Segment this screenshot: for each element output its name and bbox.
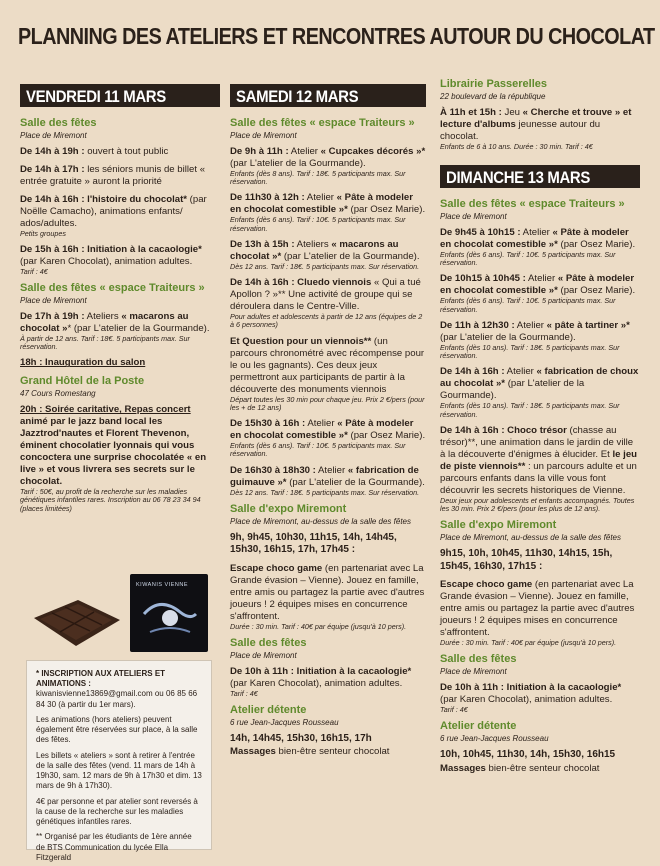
event: De 9h45 à 10h15 : Atelier « Pâte à modeler en chocolat comestible »* (par Osez Marie). Enfants (dès 6 ans). Tarif : 10€. 5 participants max. Sur réservation.	[440, 226, 636, 267]
event: De 14h à 19h : ouvert à tout public	[20, 145, 169, 157]
event: De 14h à 17h : les séniors munis de billet « entrée gratuite » auront la priorité	[20, 163, 206, 187]
venue-title: Salle des fêtes « espace Traiteurs »	[440, 197, 625, 210]
event: De 14h à 16h : Cluedo viennois « Qui a tué Apollon ? »** Une activité de groupe qui se déroulera dans le Centre-Ville. Pour adultes et adolescents à partir de 12 ans (équipes de 2 à 6 personnes)	[230, 277, 423, 330]
event: De 16h30 à 18h30 : Atelier « fabrication de guimauve »* (par L'atelier de la Gourmande). Dès 12 ans. Tarif : 18€. 5 participants max. Sur réservation.	[230, 464, 425, 497]
day-label: DIMANCHE 13 MARS	[446, 167, 590, 187]
day-banner	[440, 165, 640, 188]
event: De 15h30 à 16h : Atelier « Pâte à modeler en chocolat comestible »* (par Osez Marie). Enfants (dès 6 ans). Tarif : 10€. 5 participants max. Sur réservation.	[230, 418, 426, 459]
day-banner	[230, 84, 426, 107]
venue-place: Place de Miremont	[230, 130, 297, 140]
event: De 9h à 11h : Atelier « Cupcakes décorés »* (par L'atelier de la Gourmande). Enfants (dès 8 ans). Tarif : 18€. 5 participants max. Sur réservation.	[230, 145, 426, 186]
day-label: VENDREDI 11 MARS	[26, 87, 166, 106]
venue-place: Place de Miremont	[20, 130, 87, 140]
event: De 14h à 16h : l'histoire du chocolat* (par Noëlle Camacho), animations enfants/ ados/adultes. Petits groupes	[20, 193, 207, 238]
venue-place: Place de Miremont	[20, 295, 87, 305]
venue-place: Place de Miremont	[440, 667, 507, 677]
session-times: 10h, 10h45, 11h30, 14h, 15h30, 16h15	[440, 749, 616, 761]
venue-title: Salle des fêtes « espace Traiteurs »	[20, 282, 205, 295]
venue-place: Place de Miremont	[440, 211, 507, 221]
venue-place: 6 rue Jean-Jacques Rousseau	[440, 734, 549, 744]
event: De 15h à 16h : Initiation à la cacaologie* (par Karen Chocolat), animation adultes. Tarif : 4€	[20, 243, 202, 276]
event: De 10h à 11h : Initiation à la cacaologie* (par Karen Chocolat), animation adultes. Tarif : 4€	[230, 665, 412, 698]
event: De 14h à 16h : Atelier « fabrication de choux au chocolat »* (par L'atelier de la Gourmande). Enfants (dès 10 ans). Tarif : 18€. 5 participants max. Sur réservation.	[440, 366, 639, 419]
venue-place: Place de Miremont	[230, 650, 297, 660]
venue-title: Atelier détente	[230, 703, 307, 716]
venue-place: 47 Cours Romestang	[20, 389, 96, 399]
venue-title: Salle des fêtes	[230, 636, 307, 649]
venue-title: Salle des fêtes	[440, 653, 517, 666]
inauguration: 18h : Inauguration du salon	[20, 357, 146, 369]
event: Massages bien-être senteur chocolat	[230, 746, 390, 758]
event: Et Question pour un viennois** (un parcours chronométré avec récompense pour le ou les gagnants). Ces deux jeux permettront aux participants de partir à la découverte des monuments viennois Départ toutes les 30 min pour chaque jeu. Prix 2 €/pers (pour les + de 12 ans)	[230, 335, 425, 412]
kiwanis-logo: KIWANIS VIENNE	[130, 574, 208, 652]
venue-title: Salle des fêtes	[20, 117, 97, 129]
session-times: 14h, 14h45, 15h30, 16h15, 17h	[230, 732, 372, 744]
venue-place: Place de Miremont, au-dessus de la salle des fêtes	[440, 533, 621, 543]
event: De 10h15 à 10h45 : Atelier « Pâte à modeler en chocolat comestible »* (par Osez Marie). Enfants (dès 6 ans). Tarif : 10€. 5 participants max. Sur réservation.	[440, 273, 636, 314]
venue-title: Atelier détente	[440, 720, 517, 733]
inscription-box: * INSCRIPTION AUX ATELIERS ET ANIMATIONS : kiwanisvienne13869@gmail.com ou 06 85 66 84 30 (à partir du 1er mars). Les animations (hors ateliers) peuvent également être réservées sur place, à la salle des fêtes. Les billets « ateliers » sont à retirer à l'entrée de la salle des fêtes (vend. 11 mars de 14h à 19h30, sam. 12 mars de 9h à 17h30 et dim. 13 mars de 9h à 17h30). 4€ par personne et par atelier sont reversés à la cause de la recherche sur les maladies génétiques infantiles rares. ** Organisé par les étudiants de 1ère année de BTS Communication du lycée Ella Fitzgerald	[26, 660, 212, 850]
venue-place: 6 rue Jean-Jacques Rousseau	[230, 717, 339, 727]
event: Escape choco game (en partenariat avec La Grande évasion – Vienne). Jouez en famille, entre amis ou partagez la partie avec d'autres joueurs ! 2 équipes mises en concurrence s'affrontent. Durée : 30 min. Tarif : 40€ par équipe (jusqu'à 10 pers).	[230, 562, 425, 631]
venue-title: Grand Hôtel de la Poste	[20, 375, 145, 388]
day-label: SAMEDI 12 MARS	[236, 87, 359, 106]
day-banner	[20, 84, 220, 107]
event: De 10h à 11h : Initiation à la cacaologie* (par Karen Chocolat), animation adultes. Tarif : 4€	[440, 682, 622, 714]
venue-title: Salle des fêtes « espace Traiteurs »	[230, 117, 415, 129]
session-times: 9h, 9h45, 10h30, 11h15, 14h, 14h45, 15h30, 16h15, 17h, 17h45 :	[230, 531, 397, 556]
column-sunday	[440, 78, 640, 781]
event: 20h : Soirée caritative, Repas concert animé par le jazz band local les Jazztrod'nautes et Florent Thevenon, éminent chocolatier lyonnais qui vous concoctera une surprise chocolatée « en live » et vous livrera ses secrets sur le chocolat. Tarif : 50€, au profit de la recherche sur les maladies génétiques infantiles rares. Inscription au 06 78 23 34 94 (places limitées)	[20, 404, 207, 513]
event: À 11h et 15h : Jeu « Cherche et trouve » et lecture d'albums jeunesse autour du chocolat. Enfants de 6 à 10 ans. Durée : 30 min. Tarif : 4€	[440, 106, 632, 151]
event: De 17h à 19h : Ateliers « macarons au chocolat »* (par L'atelier de la Gourmande). À partir de 12 ans. Tarif : 18€. 5 participants max. Sur réservation.	[20, 310, 210, 352]
column-saturday	[230, 84, 426, 764]
column-friday	[20, 84, 220, 519]
page-title: PLANNING DES ATELIERS ET RENCONTRES AUTOUR DU CHOCOLAT	[18, 23, 655, 49]
event: Massages bien-être senteur chocolat	[440, 762, 600, 774]
logo-graphic	[130, 574, 208, 652]
event: De 11h30 à 12h : Atelier « Pâte à modeler en chocolat comestible »* (par Osez Marie). Enfants (dès 6 ans). Tarif : 10€. 5 participants max. Sur réservation.	[230, 192, 426, 233]
event: Escape choco game (en partenariat avec La Grande évasion – Vienne). Jouez en famille, entre amis ou partagez la partie avec d'autres joueurs ! 2 équipes mises en concurrence s'affrontent. Durée : 30 min. Tarif : 40€ par équipe (jusqu'à 10 pers).	[440, 579, 635, 647]
venue-title: Librairie Passerelles	[440, 78, 548, 90]
event: De 11h à 12h30 : Atelier « pâte à tartiner »* (par L'atelier de la Gourmande). Enfants (dès 10 ans). Tarif : 18€. 5 participants max. Sur réservation.	[440, 319, 630, 361]
event: De 14h à 16h : Choco trésor (chasse au trésor)**, une animation dans le jardin de ville à la découverte d'énigmes à élucider. Et le jeu de piste viennois** : un parcours adulte et un parcours enfants dans la ville vous font découvrir les secrets historiques de Vienne. Deux jeux pour adolescents et enfants accompagnés. Toutes les 30 min. Prix 2 €/pers (pour les plus de 12 ans).	[440, 424, 638, 514]
venue-title: Salle d'expo Miremont	[440, 519, 557, 532]
session-times: 9h15, 10h, 10h45, 11h30, 14h15, 15h, 15h45, 16h30, 17h15 :	[440, 548, 613, 572]
event: De 13h à 15h : Ateliers « macarons au chocolat »* (par L'atelier de la Gourmande). Dès 12 ans. Tarif : 18€. 5 participants max. Sur réservation.	[230, 238, 420, 271]
venue-title: Salle d'expo Miremont	[230, 502, 347, 515]
venue-place: Place de Miremont, au-dessus de la salle des fêtes	[230, 516, 411, 526]
venue-place: 22 boulevard de la république	[440, 91, 546, 101]
chocolate-bar-image	[30, 598, 122, 650]
